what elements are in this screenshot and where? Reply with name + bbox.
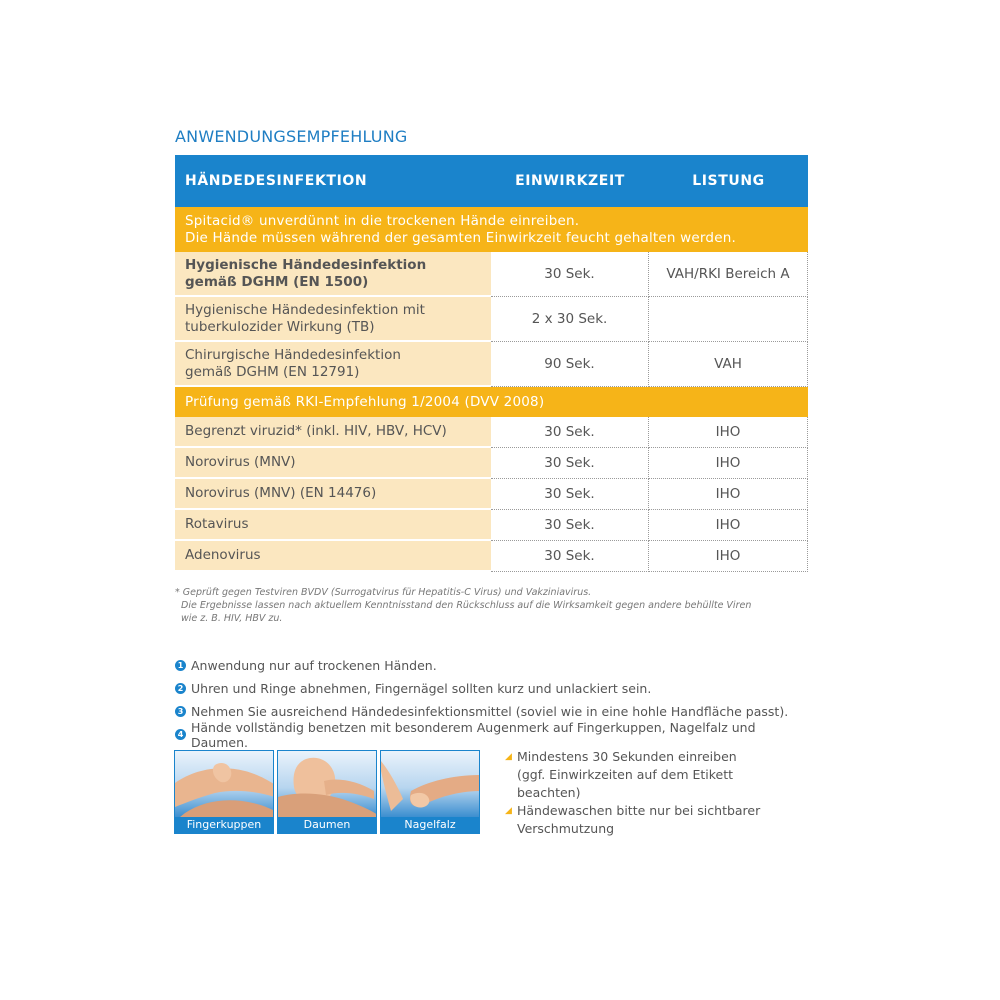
note-item [505, 748, 805, 802]
row-label [175, 252, 491, 297]
row-time: 2 x 30 Sek. [491, 297, 649, 342]
photo-caption: Nagelfalz [381, 817, 479, 833]
footnote-line: * Geprüft gegen Testviren BVDV (Surrogatvirus für Hepatitis-C Virus) und Vakziniavirus. [175, 587, 592, 598]
note-item [505, 802, 805, 838]
row-label: Begrenzt viruzid* (inkl. HIV, HBV, HCV) [175, 417, 491, 448]
table-row [175, 297, 808, 342]
row-listing: IHO [649, 448, 808, 479]
header-exposure-time: EINWIRKZEIT [515, 173, 625, 189]
row-time: 30 Sek. [491, 479, 649, 510]
photo-thumb [277, 750, 377, 834]
table-row [175, 252, 808, 297]
row-label-line: tuberkulozider Wirkung (TB) [185, 318, 375, 335]
note-line: beachten) [517, 785, 581, 800]
instruction-steps [175, 654, 815, 750]
step-text: Hände vollständig benetzen mit besonderem Augenmerk auf Fingerkuppen, Nagelfalz und Daumen. [191, 719, 756, 750]
table-row [175, 479, 808, 510]
footnote-line: Die Ergebnisse lassen nach aktuellem Kenntnisstand den Rückschluss auf die Wirksamkeit gegen andere behüllte Viren [181, 600, 752, 611]
row-label-line: Chirurgische Händedesinfektion [185, 346, 401, 363]
step-item [175, 654, 815, 677]
row-time: 90 Sek. [491, 342, 649, 387]
table-row [175, 342, 808, 387]
row-listing [649, 297, 808, 342]
triangle-bullet-icon: ◢ [505, 752, 512, 762]
row-listing: IHO [649, 417, 808, 448]
header-disinfection: HÄNDEDESINFEKTION [185, 173, 368, 189]
row-label: Norovirus (MNV) [175, 448, 491, 479]
row-label: Adenovirus [175, 541, 491, 572]
table-row [175, 448, 808, 479]
section-heading: ANWENDUNGSEMPFEHLUNG [175, 127, 408, 146]
row-label-line: Hygienische Händedesinfektion mit [185, 301, 425, 318]
row-label-line: gemäß DGHM (EN 12791) [185, 363, 360, 380]
row-listing: IHO [649, 541, 808, 572]
photo-nail-fold [380, 750, 480, 834]
hand-photos [174, 750, 480, 834]
row-time: 30 Sek. [491, 541, 649, 572]
note-line: Verschmutzung [517, 821, 615, 836]
row-label [175, 297, 491, 342]
row-listing: IHO [649, 479, 808, 510]
step-text: Anwendung nur auf trockenen Händen. [191, 658, 437, 673]
step-number-badge: 1 [175, 660, 186, 671]
note-line: Mindestens 30 Sekunden einreiben [517, 749, 737, 764]
row-time: 30 Sek. [491, 510, 649, 541]
row-label: Rotavirus [175, 510, 491, 541]
photo-caption: Daumen [278, 817, 376, 833]
step-number-badge: 2 [175, 683, 186, 694]
usage-table [175, 155, 808, 572]
footnote [175, 586, 815, 625]
row-time: 30 Sek. [491, 448, 649, 479]
step-text: Nehmen Sie ausreichend Händedesinfektionsmittel (soviel wie in eine hohle Handfläche passt). [191, 704, 789, 719]
band-line: Spitacid® unverdünnt in die trockenen Hände einreiben. [185, 213, 580, 229]
step-item [175, 677, 815, 700]
note-line: (ggf. Einwirkzeiten auf dem Etikett [517, 767, 734, 782]
band-line: Die Hände müssen während der gesamten Einwirkzeit feucht gehalten werden. [185, 230, 736, 246]
row-label-line: Hygienische Händedesinfektion [185, 256, 427, 273]
table-header [175, 155, 808, 207]
notes [505, 748, 805, 838]
photo-fingertips [174, 750, 274, 834]
row-time: 30 Sek. [491, 417, 649, 448]
triangle-bullet-icon: ◢ [505, 806, 512, 816]
table-row [175, 510, 808, 541]
table-row [175, 417, 808, 448]
step-number-badge: 3 [175, 706, 186, 717]
table-row [175, 541, 808, 572]
row-label: Norovirus (MNV) (EN 14476) [175, 479, 491, 510]
row-time: 30 Sek. [491, 252, 649, 297]
header-listing: LISTUNG [692, 173, 765, 189]
row-listing: IHO [649, 510, 808, 541]
row-label-line: gemäß DGHM (EN 1500) [185, 273, 369, 290]
application-band [175, 207, 808, 252]
step-number-badge: 4 [175, 729, 186, 740]
row-label [175, 342, 491, 387]
step-text: Uhren und Ringe abnehmen, Fingernägel sollten kurz und unlackiert sein. [191, 681, 652, 696]
row-listing: VAH/RKI Bereich A [649, 252, 808, 297]
row-listing: VAH [649, 342, 808, 387]
photo-caption: Fingerkuppen [175, 817, 273, 833]
step-item [175, 719, 815, 750]
note-line: Händewaschen bitte nur bei sichtbarer [517, 803, 761, 818]
rki-band: Prüfung gemäß RKI-Empfehlung 1/2004 (DVV 2008) [175, 387, 808, 417]
footnote-line: wie z. B. HIV, HBV zu. [181, 613, 283, 624]
